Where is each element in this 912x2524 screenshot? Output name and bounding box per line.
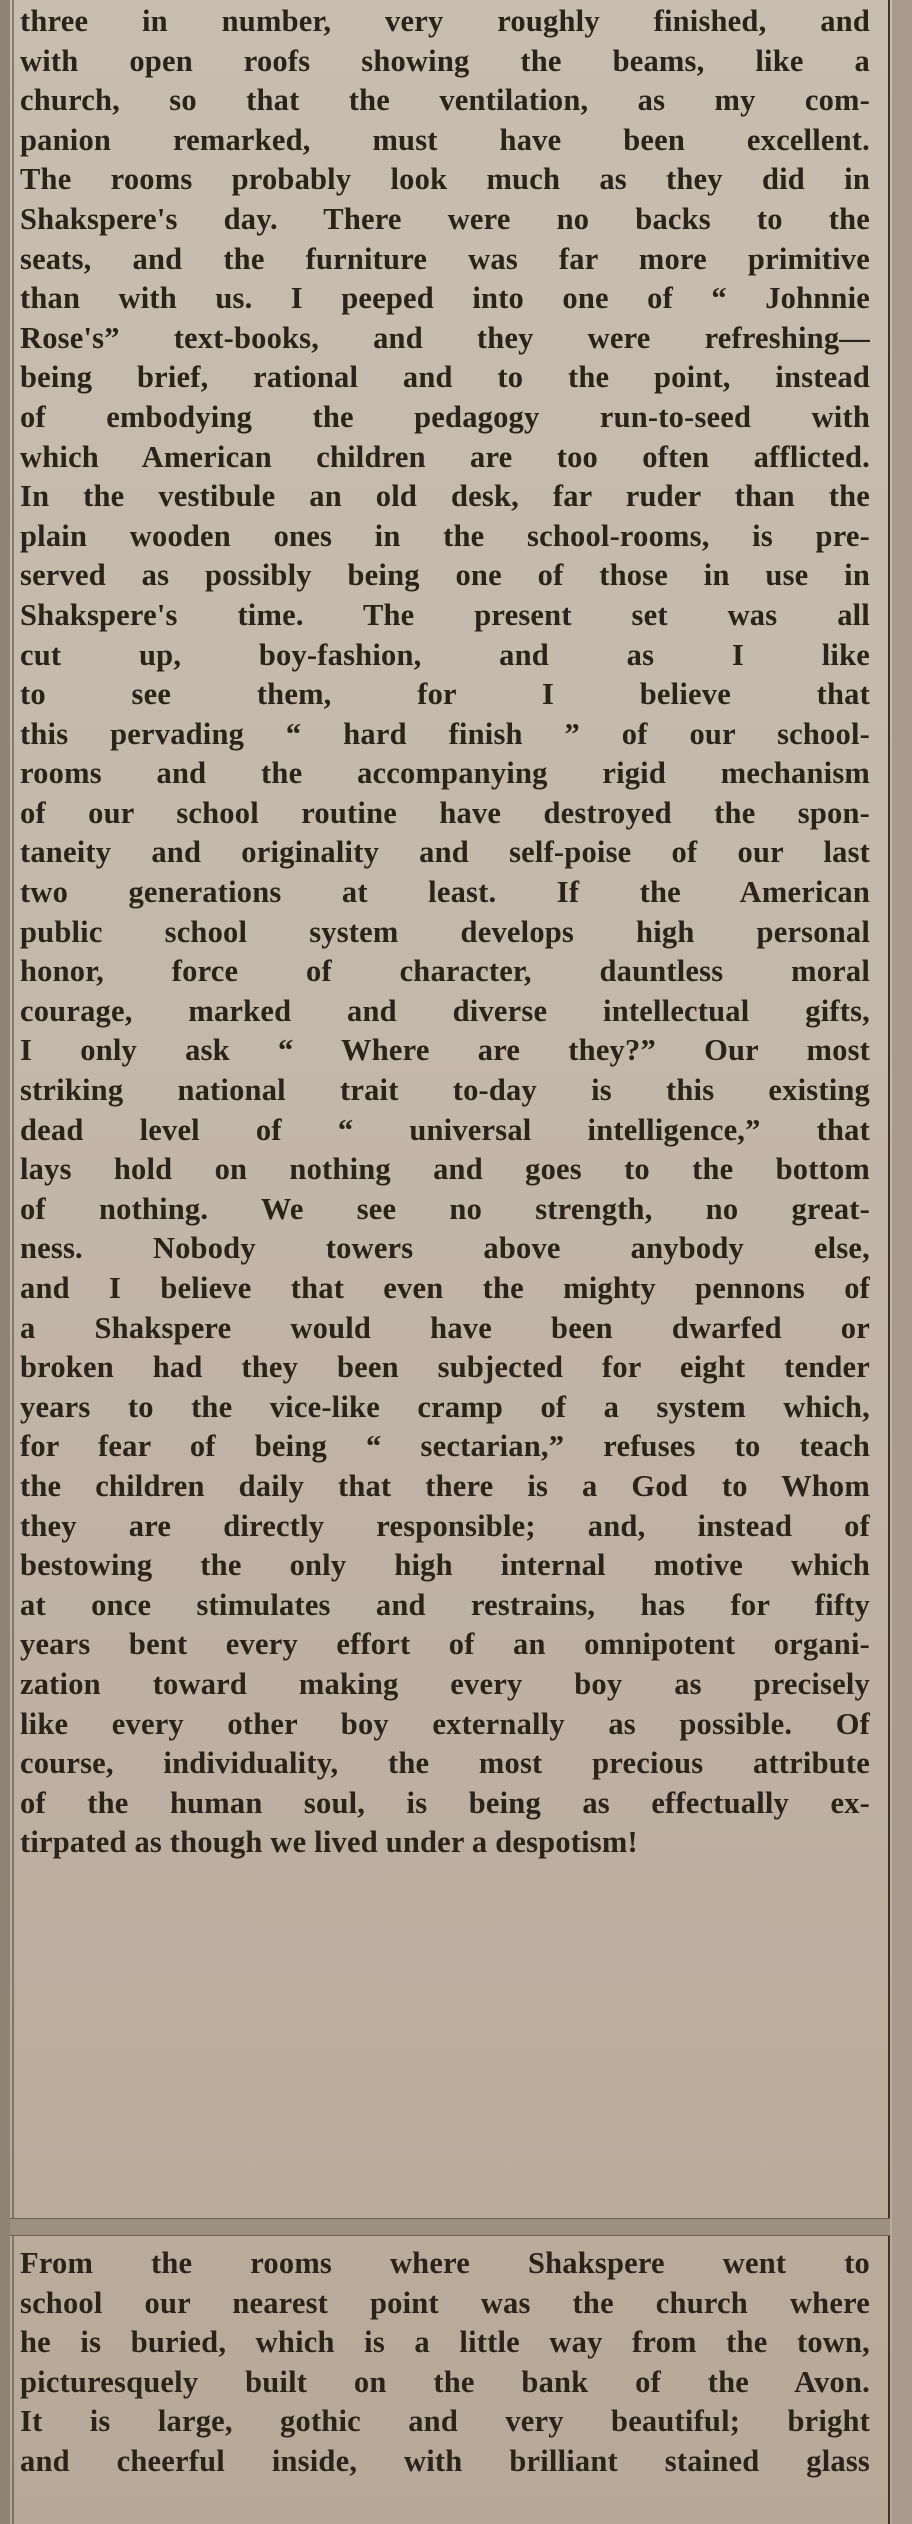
text-line: the children daily that there is a God to Whom bbox=[20, 1468, 870, 1503]
text-line: with open roofs showing the beams, like a bbox=[20, 43, 870, 78]
column-rule-left bbox=[12, 0, 14, 2524]
text-line: a Shakspere would have been dwarfed or bbox=[20, 1310, 870, 1345]
text-line: In the vestibule an old desk, far ruder than the bbox=[20, 479, 870, 514]
text-line: of the human soul, is being as effectually ex- bbox=[20, 1785, 870, 1820]
text-line: than with us. I peeped into one of “ Johnnie bbox=[20, 281, 870, 316]
text-line: course, individuality, the most precious attribute bbox=[20, 1746, 870, 1781]
text-line: I only ask “ Where are they?” Our most bbox=[20, 1033, 870, 1068]
text-line: broken had they been subjected for eight tender bbox=[20, 1350, 870, 1385]
column-rule-right bbox=[888, 0, 890, 2524]
text-line: dead level of “ universal intelligence,” that bbox=[20, 1112, 870, 1147]
text-line: courage, marked and diverse intellectual gifts, bbox=[20, 993, 870, 1028]
text-line: Shakspere's time. The present set was all bbox=[20, 597, 870, 632]
text-line: cut up, boy-fashion, and as I like bbox=[20, 637, 870, 672]
text-line: picturesquely built on the bank of the Avon. bbox=[20, 2364, 870, 2399]
text-line: rooms and the accompanying rigid mechanism bbox=[20, 756, 870, 791]
text-line: and cheerful inside, with brilliant stained glass bbox=[20, 2443, 870, 2478]
text-line: Rose's” text-books, and they were refreshing— bbox=[20, 320, 870, 355]
text-line: church, so that the ventilation, as my com- bbox=[20, 83, 870, 118]
text-line: seats, and the furniture was far more primitive bbox=[20, 241, 870, 276]
text-line: to see them, for I believe that bbox=[20, 677, 870, 712]
text-line: this pervading “ hard finish ” of our school- bbox=[20, 716, 870, 751]
text-line: like every other boy externally as possible. Of bbox=[20, 1706, 870, 1741]
text-line: lays hold on nothing and goes to the bottom bbox=[20, 1152, 870, 1187]
text-line: The rooms probably look much as they did in bbox=[20, 162, 870, 197]
text-line: plain wooden ones in the school-rooms, is pre- bbox=[20, 518, 870, 553]
page-edge-right bbox=[892, 0, 912, 2524]
text-line: and I believe that even the mighty pennons of bbox=[20, 1271, 870, 1305]
text-line: ness. Nobody towers above anybody else, bbox=[20, 1231, 870, 1266]
article-paragraph-2 bbox=[20, 2244, 870, 2482]
text-line: school our nearest point was the church where bbox=[20, 2285, 870, 2320]
text-line: public school system develops high personal bbox=[20, 914, 870, 949]
text-line: Shakspere's day. There were no backs to the bbox=[20, 201, 870, 236]
text-line: striking national trait to-day is this existing bbox=[20, 1073, 870, 1108]
text-line: which American children are too often afflicted. bbox=[20, 439, 870, 474]
text-line: tirpated as though we lived under a despotism! bbox=[20, 1825, 638, 1860]
text-line: of our school routine have destroyed the spon- bbox=[20, 795, 870, 830]
page-edge-left bbox=[0, 0, 10, 2524]
text-line: two generations at least. If the American bbox=[20, 875, 870, 910]
text-line: years bent every effort of an omnipotent organi- bbox=[20, 1627, 870, 1662]
text-line: From the rooms where Shakspere went to bbox=[20, 2246, 870, 2280]
text-line: It is large, gothic and very beautiful; bright bbox=[20, 2404, 870, 2439]
text-line: years to the vice-like cramp of a system which, bbox=[20, 1389, 870, 1424]
text-line: served as possibly being one of those in use in bbox=[20, 558, 870, 593]
text-line: zation toward making every boy as precisely bbox=[20, 1666, 870, 1701]
text-line: they are directly responsible; and, instead of bbox=[20, 1508, 870, 1543]
text-line: he is buried, which is a little way from the town, bbox=[20, 2325, 870, 2360]
article-paragraph-1 bbox=[20, 2, 870, 1863]
text-line: bestowing the only high internal motive which bbox=[20, 1548, 870, 1583]
text-line: at once stimulates and restrains, has for fifty bbox=[20, 1587, 870, 1622]
text-line: being brief, rational and to the point, instead bbox=[20, 360, 870, 395]
text-line: for fear of being “ sectarian,” refuses to teach bbox=[20, 1429, 870, 1464]
clipping-separator bbox=[10, 2218, 890, 2236]
text-line: panion remarked, must have been excellent. bbox=[20, 122, 870, 157]
text-line: three in number, very roughly finished, and bbox=[20, 4, 870, 38]
text-line: taneity and originality and self-poise of our last bbox=[20, 835, 870, 870]
text-line: of embodying the pedagogy run-to-seed with bbox=[20, 399, 870, 434]
text-line: honor, force of character, dauntless moral bbox=[20, 954, 870, 989]
text-line: of nothing. We see no strength, no great- bbox=[20, 1191, 870, 1226]
